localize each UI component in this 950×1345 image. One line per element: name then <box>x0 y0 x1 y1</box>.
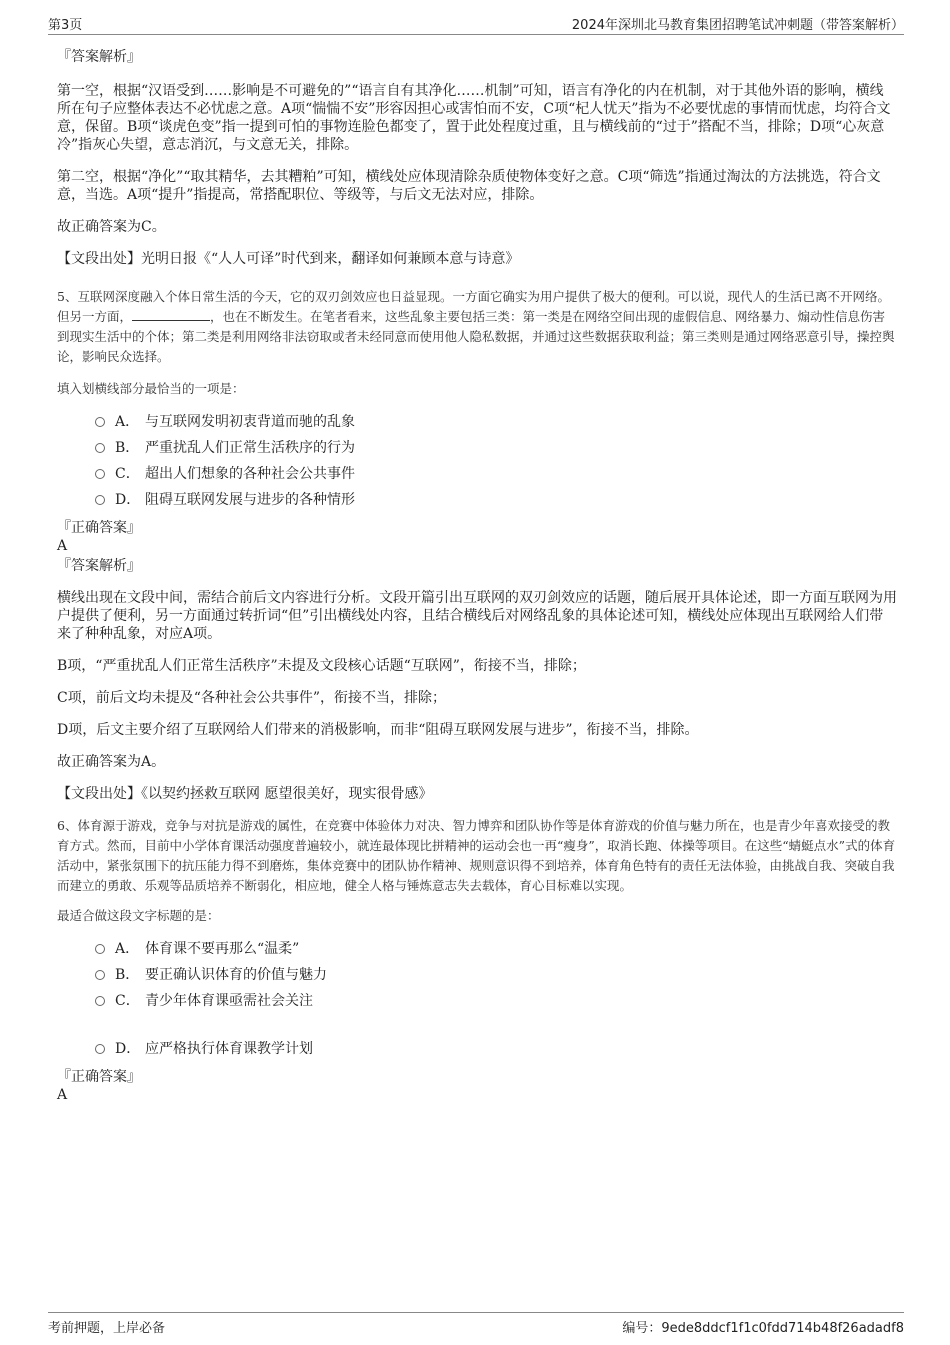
q5-analysis-para4: D项，后文主要介绍了互联网给人们带来的消极影响，而非“阻碍互联网发展与进步”，衔接不当，排除。 <box>57 722 699 738</box>
document-id: 编号：9ede8ddcf1f1c0fdd714b48f26adadf8 <box>622 1321 904 1336</box>
q6-option-a[interactable]: A． 体育课不要再那么“温柔” <box>57 936 897 962</box>
q4-analysis-label: 『答案解析』 <box>57 49 141 65</box>
q4-source: 【文段出处】光明日报《“人人可译”时代到来，翻译如何兼顾本意与诗意》 <box>57 251 520 267</box>
radio-circle-icon[interactable] <box>95 469 105 479</box>
q5-option-c[interactable]: C． 超出人们想象的各种社会公共事件 <box>57 461 897 487</box>
q5-conclusion: 故正确答案为A。 <box>57 754 166 770</box>
page-footer <box>48 1312 904 1337</box>
q5-source: 【文段出处】《以契约拯救互联网 愿望很美好，现实很骨感》 <box>57 786 433 802</box>
radio-circle-icon[interactable] <box>95 996 105 1006</box>
q5-analysis-label: 『答案解析』 <box>57 558 141 574</box>
radio-circle-icon[interactable] <box>95 944 105 954</box>
q6-answer-label: 『正确答案』 <box>57 1069 141 1085</box>
page-header <box>48 14 904 35</box>
q5-analysis-para2: B项，“严重扰乱人们正常生活秩序”未提及文段核心话题“互联网”，衔接不当，排除； <box>57 658 586 674</box>
q6-answer: A <box>57 1087 68 1103</box>
q6-prompt: 最适合做这段文字标题的是： <box>57 908 220 923</box>
document-title: 2024年深圳北马教育集团招聘笔试冲刺题（带答案解析） <box>571 18 904 33</box>
footer-slogan: 考前押题，上岸必备 <box>48 1321 166 1336</box>
q5-analysis-para1: 横线出现在文段中间，需结合前后文内容进行分析。文段开篇引出互联网的双刃剑效应的话题，随后展开具体论述，即一方面互联网为用户提供了便利，另一方面通过转折词“但”引出横线处内容，且结合横线后对网络乱象的具体论述可知，横线处应体现出互联网给人们带来了种种乱象，对应A项。 <box>57 590 897 642</box>
q4-analysis-para2: 第二空，根据“净化”“取其精华，去其糟粕”可知，横线处应体现清除杂质使物体变好之意。C项“筛选”指通过淘汰的方法挑选，符合文意，当选。A项“提升”指提高，常搭配职位、等级等，与后文无法对应，排除。 <box>57 169 881 203</box>
q4-analysis-para1: 第一空，根据“汉语受到……影响是不可避免的”“语言自有其净化……机制”可知，语言有净化的内在机制，对于其他外语的影响，横线所在句子应整体表达不必忧虑之意。A项“惴惴不安”形容因担心或害怕而不安，C项“杞人忧天”指为不必要忧虑的事情而忧虑，均符合文意，保留。B项“谈虎色变”指一提到可怕的事物连脸色都变了，置于此处程度过重，且与横线前的“过于”搭配不当，排除；D项“心灰意冷”指灰心失望，意志消沉，与文意无关，排除。 <box>57 83 891 153</box>
q6-stem: 6、体育源于游戏，竞争与对抗是游戏的属性，在竞赛中体验体力对决、智力博弈和团队协作等是体育游戏的价值与魅力所在，也是青少年喜欢接受的教育方式。然而，目前中小学体育课活动强度普遍较小，就连最体现比拼精神的运动会也一再“瘦身”，取消长跑、体操等项目。在这些“蜻蜓点水”式的体育活动中，紧张氛围下的抗压能力得不到磨炼，集体竞赛中的团队协作精神、规则意识得不到培养，体育角色特有的责任无法体验，由挑战自我、突破自我而建立的勇敢、乐观等品质培养不断弱化，相应地，健全人格与锤炼意志失去载体，育心目标难以实现。 <box>57 818 896 893</box>
q5-options <box>57 409 897 513</box>
page-content <box>57 46 897 1104</box>
q4-conclusion: 故正确答案为C。 <box>57 219 166 235</box>
q5-option-b[interactable]: B． 严重扰乱人们正常生活秩序的行为 <box>57 435 897 461</box>
q5-option-d[interactable]: D． 阻碍互联网发展与进步的各种情形 <box>57 487 897 513</box>
radio-circle-icon[interactable] <box>95 1044 105 1054</box>
radio-circle-icon[interactable] <box>95 417 105 427</box>
page-number: 第3页 <box>48 18 83 33</box>
radio-circle-icon[interactable] <box>95 970 105 980</box>
q6-option-c[interactable]: C． 青少年体育课亟需社会关注 <box>57 988 897 1014</box>
q5-stem: 5、互联网深度融入个体日常生活的今天，它的双刃剑效应也日益显现。一方面它确实为用户提供了极大的便利。可以说，现代人的生活已离不开网络。但另一方面， ，也在不断发生。在笔者看来，这些乱象主要包括三类：第一类是在网络空间出现的虚假信息、网络暴力、煽动性信息伤害到现实生活中的个体；第二类是利用网络非法窃取或者未经同意而使用他人隐私数据，并通过这些数据获取利益；第三类则是通过网络恶意引导，操控舆论，影响民众选择。 <box>57 289 895 364</box>
radio-circle-icon[interactable] <box>95 443 105 453</box>
q5-answer-label: 『正确答案』 <box>57 520 141 536</box>
fill-blank-line <box>132 308 210 321</box>
q6-option-d[interactable]: D． 应严格执行体育课教学计划 <box>57 1036 897 1062</box>
q5-option-a[interactable]: A． 与互联网发明初衷背道而驰的乱象 <box>57 409 897 435</box>
q5-prompt: 填入划横线部分最恰当的一项是： <box>57 381 245 396</box>
q6-option-b[interactable]: B． 要正确认识体育的价值与魅力 <box>57 962 897 988</box>
radio-circle-icon[interactable] <box>95 495 105 505</box>
q6-options <box>57 936 897 1062</box>
q5-answer: A <box>57 538 68 554</box>
q5-analysis-para3: C项，前后文均未提及“各种社会公共事件”，衔接不当，排除； <box>57 690 447 706</box>
